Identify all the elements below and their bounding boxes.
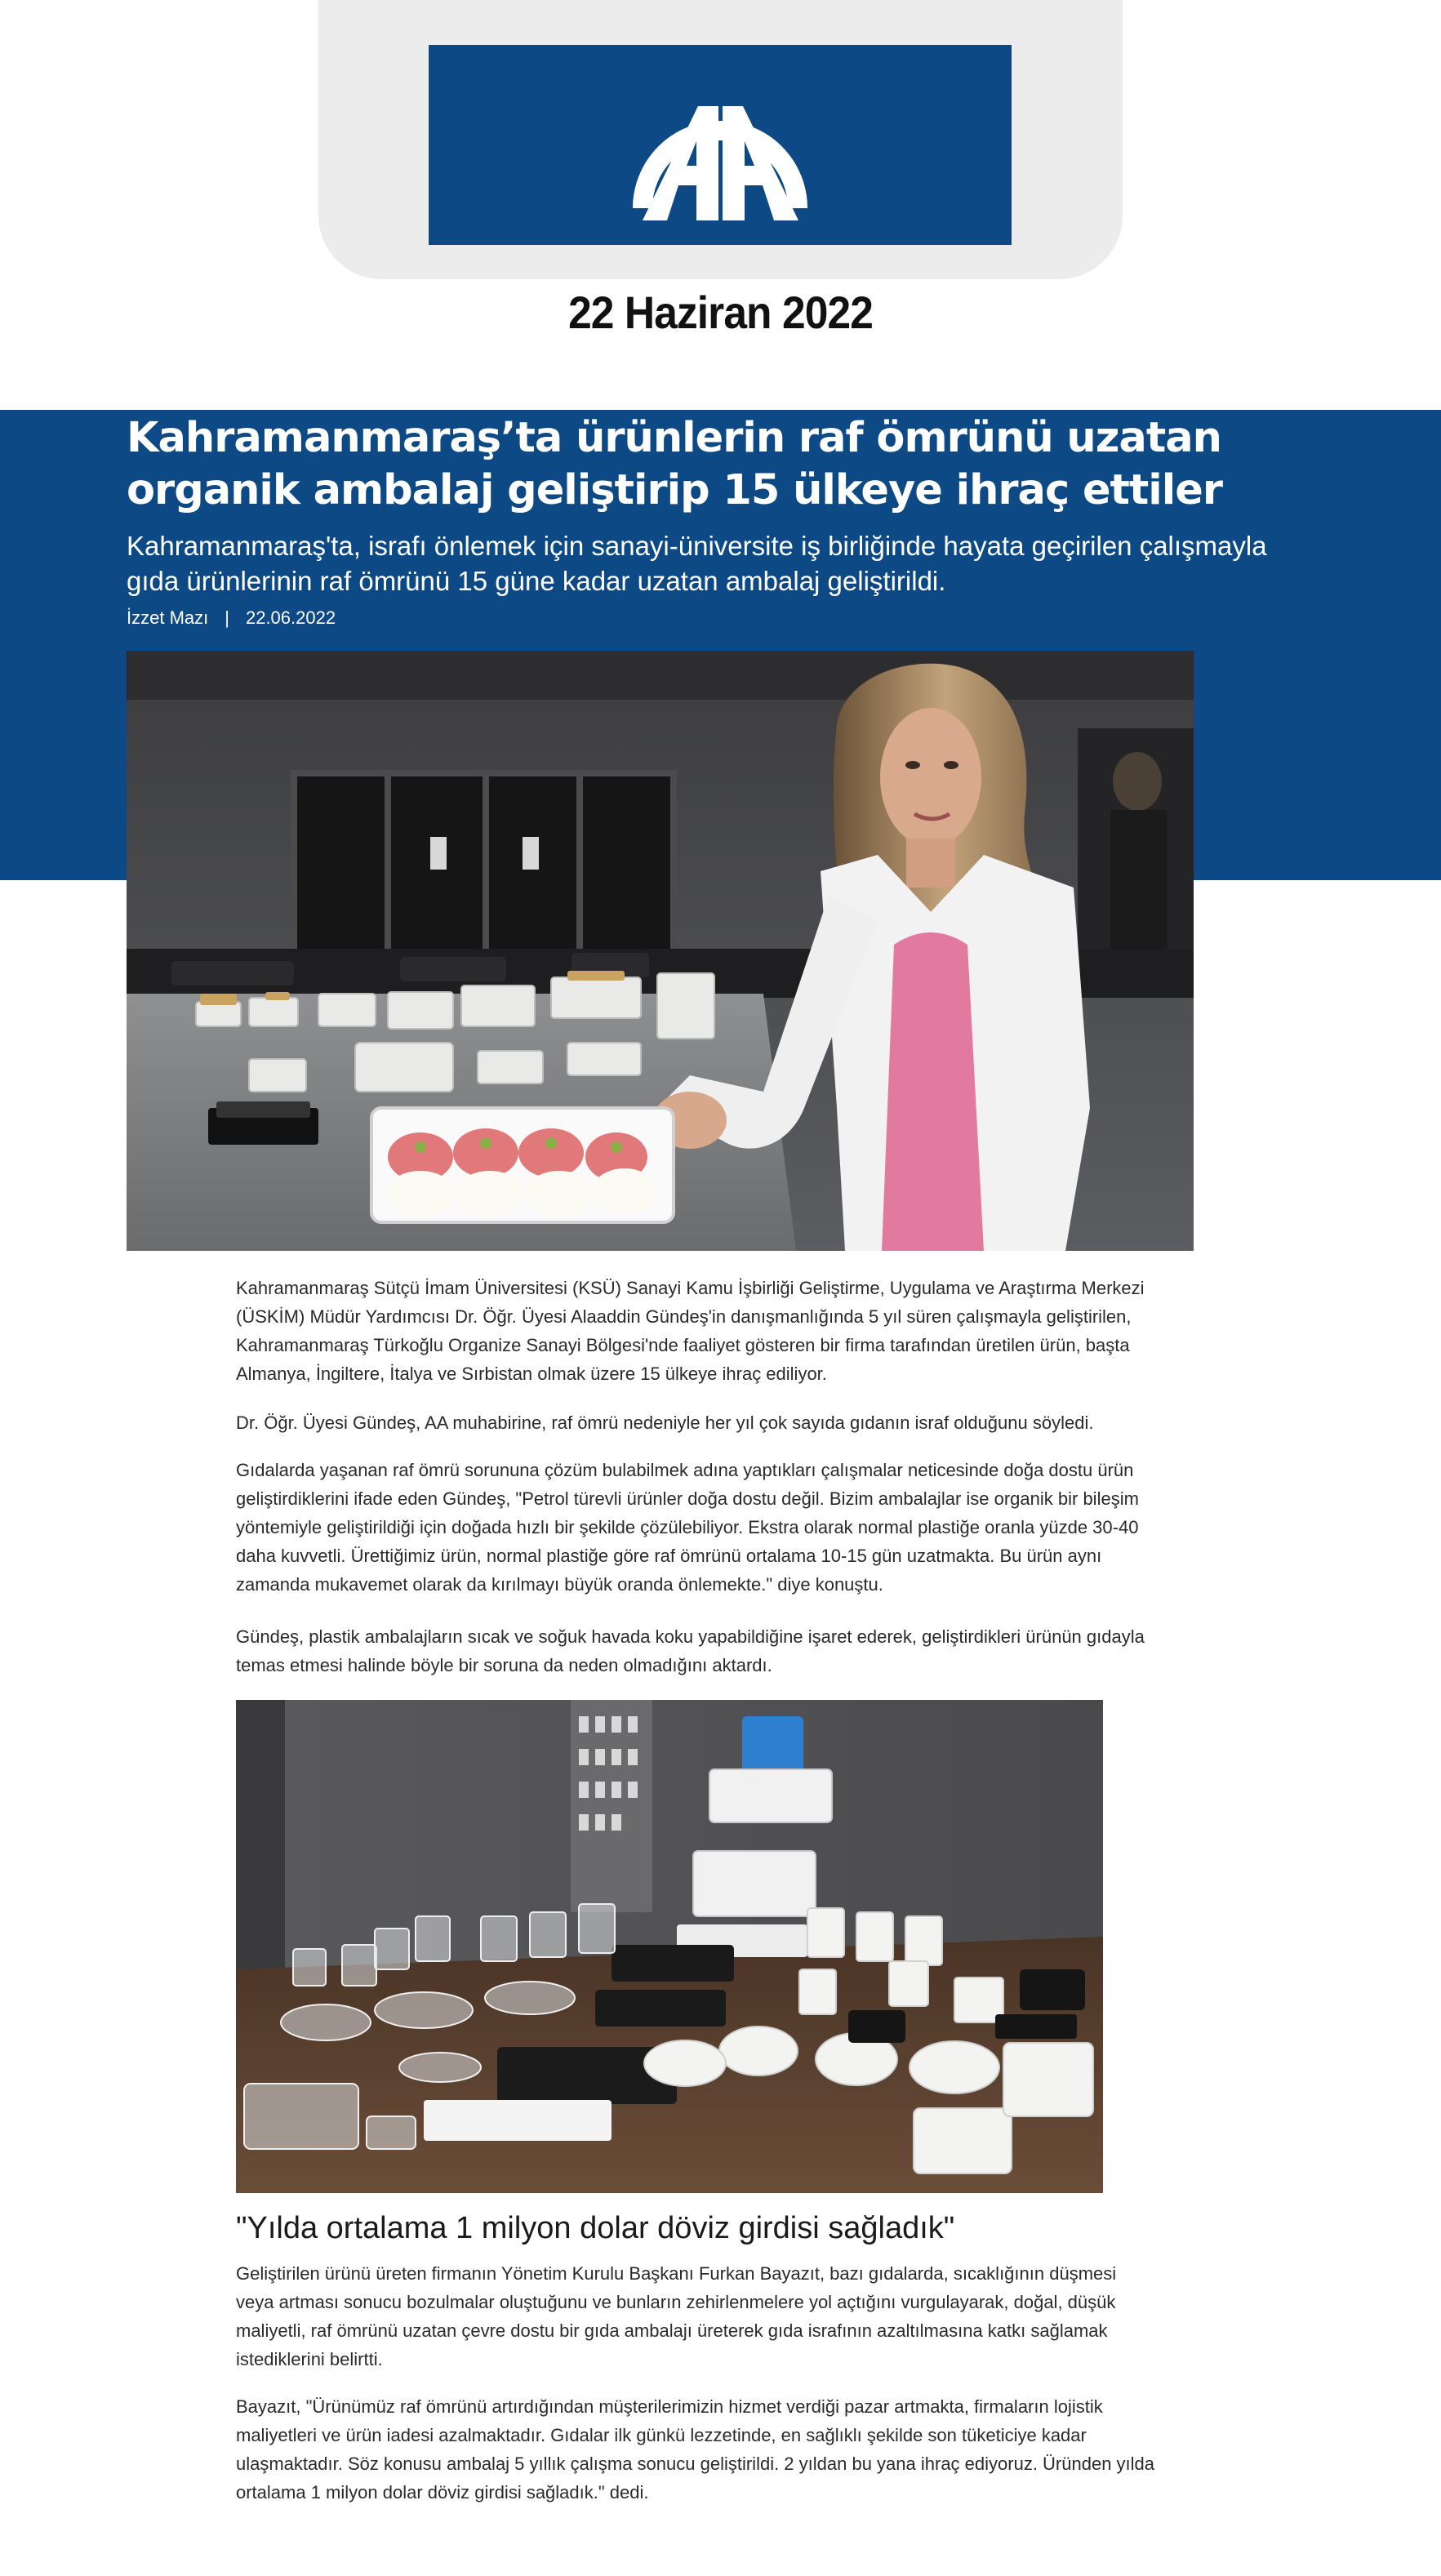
paragraph: Gündeş, plastik ambalajların sıcak ve soğuk havada koku yapabildiğine işaret ederek, geliştirdikleri ürünün gıdayla temas etmesi halinde böyle bir soruna da neden olmadığını aktardı. <box>236 1626 1145 1675</box>
paragraph: Kahramanmaraş Sütçü İmam Üniversitesi (KSÜ) Sanayi Kamu İşbirliği Geliştirme, Uygulama ve Araştırma Merkezi (ÜSKİM) Müdür Yardımcısı Dr. Öğr. Üyesi Alaaddin Gündeş'in danışmanlığında 5 yıl süren çalışmayla geliştirilen, Kahramanmaraş Türkoğlu Organize Sanayi Bölgesi'nde faaliyet gösteren bir firma tarafından üretilen ürün, başta Almanya, İngiltere, İtalya ve Sırbistan olmak üzere 15 ülkeye ihraç ediliyor. <box>236 1278 1145 1384</box>
author-link[interactable]: İzzet Mazı <box>127 607 209 628</box>
paragraph: Bayazıt, "Ürünümüz raf ömrünü artırdığından müşterilerimizin hizmet verdiği pazar artmakta, firmaların lojistik maliyetleri ve ürün iadesi azalmaktadır. Gıdalar ilk günkü lezzetinde, en sağlıklı şekilde son tüketiciye kadar ulaşmaktadır. Söz konusu ambalaj 5 yıllık çalışma sonucu geliştirildi. 2 yıldan bu yana ihraç ediyoruz. Üründen yılda ortalama 1 milyon dolar döviz girdisi sağladık." dedi. <box>236 2396 1155 2503</box>
paragraph: Dr. Öğr. Üyesi Gündeş, AA muhabirine, raf ömrü nedeniyle her yıl çok sayıda gıdanın israf olduğunu söyledi. <box>236 1413 1094 1433</box>
publish-date: 22.06.2022 <box>245 607 336 628</box>
byline <box>127 607 336 629</box>
aa-logo[interactable] <box>429 45 1012 245</box>
paragraph: Gıdalarda yaşanan raf ömrü sorununa çözüm bulabilmek adına yaptıkları çalışmalar neticesinde doğa dostu ürün geliştirdiklerini ifade eden Gündeş, "Petrol türevli ürünler doğa dostu değil. Bizim ambalajlar ise organik bir bileşim yöntemiyle geliştirildiği için doğada hızlı bir şekilde çözülebiliyor. Ekstra olarak normal plastiğe oranla yüzde 30-40 daha kuvvetli. Ürettiğimiz ürün, normal plastiğe göre raf ömrünü ortalama 10-15 gün uzatmakta. Bu ürün aynı zamanda mukavemet olarak da kırılmayı büyük oranda önlemekte." diye konuştu. <box>236 1460 1139 1595</box>
article-headline: Kahramanmaraş’ta ürünlerin raf ömrünü uzatan organik ambalaj geliştirip 15 ülkeye ihraç ettiler <box>127 414 1222 514</box>
paragraph: Geliştirilen ürünü üreten firmanın Yönetim Kurulu Başkanı Furkan Bayazıt, bazı gıdalarda, sıcaklığının düşmesi veya artması sonucu bozulmalar oluştuğunu ve bunların zehirlenmelere yol açtığını vurgulayarak, doğal, düşük maliyetli, raf ömrünü uzatan çevre dostu bir gıda ambalajı üreterek gıda israfının azaltılmasına katkı sağlamak istediklerini belirtti. <box>236 2263 1117 2369</box>
section-heading: "Yılda ortalama 1 milyon dolar döviz girdisi sağladık" <box>236 2211 955 2245</box>
hero-photo <box>127 651 1194 1251</box>
edition-date: 22 Haziran 2022 <box>568 287 873 338</box>
aa-logo-icon <box>429 45 1012 245</box>
article-subheadline: Kahramanmaraş'ta, israfı önlemek için sanayi-üniversite iş birliğinde hayata geçirilen çalışmayla gıda ürünlerinin raf ömrünü 15 güne kadar uzatan ambalaj geliştirildi. <box>127 531 1267 596</box>
byline-separator: | <box>225 607 229 628</box>
packaging-photo <box>236 1700 1103 2193</box>
